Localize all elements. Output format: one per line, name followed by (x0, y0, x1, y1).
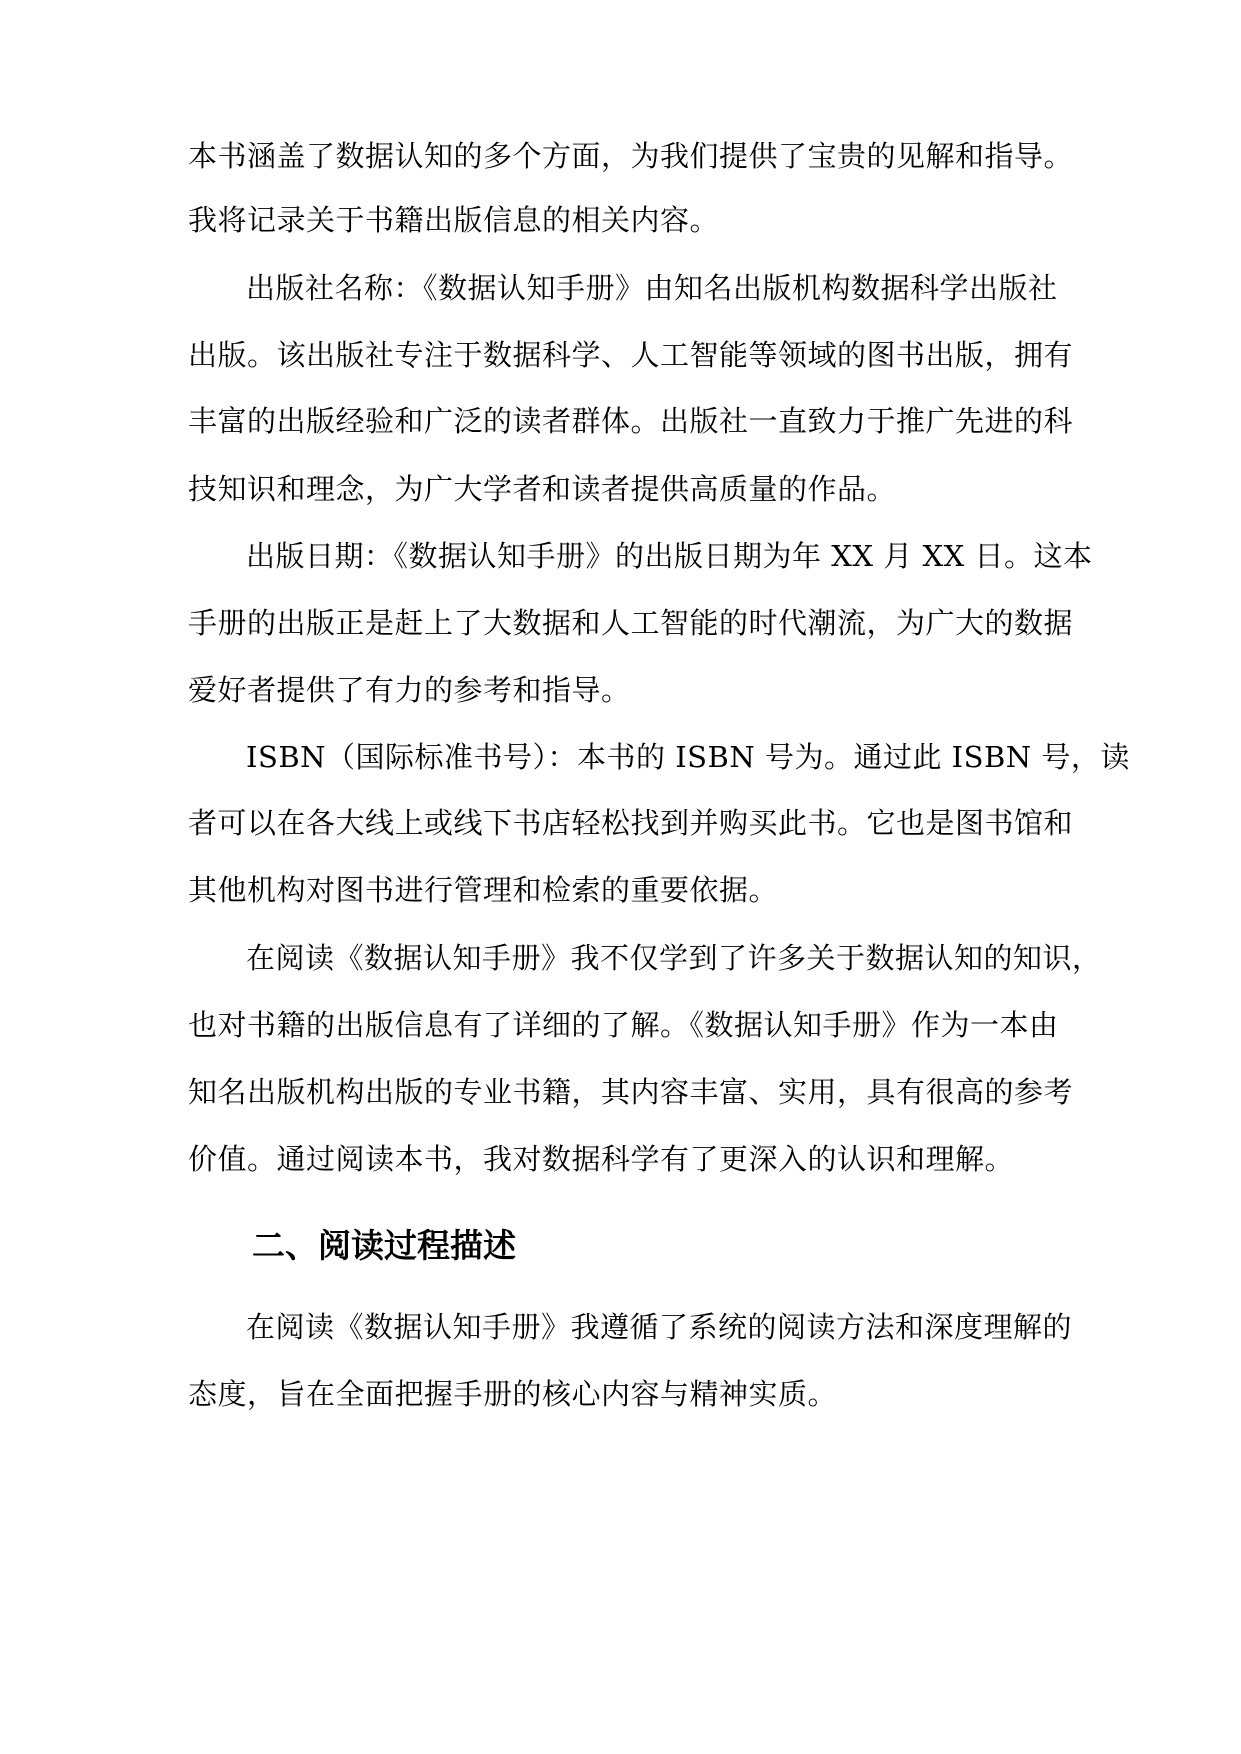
text-line: 态度，旨在全面把握手册的核心内容与精神实质。 (188, 1377, 838, 1411)
paragraph-first-line: 出版日期：《数据认知手册》的出版日期为年 XX 月 XX 日。这本 (246, 539, 1093, 573)
text-line: 技知识和理念，为广大学者和读者提供高质量的作品。 (188, 472, 897, 506)
paragraph-first-line: 在阅读《数据认知手册》我遵循了系统的阅读方法和深度理解的 (246, 1310, 1073, 1344)
text-line: 出版。该出版社专注于数据科学、人工智能等领域的图书出版，拥有 (188, 338, 1074, 372)
text-line: 者可以在各大线上或线下书店轻松找到并购买此书。它也是图书馆和 (188, 806, 1074, 840)
text-line: 知名出版机构出版的专业书籍，其内容丰富、实用，具有很高的参考 (188, 1075, 1074, 1109)
text-line: 本书涵盖了数据认知的多个方面，为我们提供了宝贵的见解和指导。 (188, 139, 1074, 173)
text-line: 价值。通过阅读本书，我对数据科学有了更深入的认识和理解。 (188, 1142, 1015, 1176)
text-line: 爱好者提供了有力的参考和指导。 (188, 673, 631, 707)
paragraph-first-line: 出版社名称：《数据认知手册》由知名出版机构数据科学出版社 (246, 271, 1058, 305)
text-line: 也对书籍的出版信息有了详细的了解。《数据认知手册》作为一本由 (188, 1008, 1059, 1042)
text-line: 手册的出版正是赶上了大数据和人工智能的时代潮流，为广大的数据 (188, 606, 1074, 640)
paragraph-first-line: 在阅读《数据认知手册》我不仅学到了许多关于数据认知的知识， (246, 941, 1102, 975)
text-line: 我将记录关于书籍出版信息的相关内容。 (188, 203, 720, 237)
text-line: 丰富的出版经验和广泛的读者群体。出版社一直致力于推广先进的科 (188, 404, 1074, 438)
section-heading: 二、阅读过程描述 (252, 1226, 516, 1265)
text-line: 其他机构对图书进行管理和检索的重要依据。 (188, 873, 779, 907)
paragraph-first-line: ISBN（国际标准书号）：本书的 ISBN 号为。通过此 ISBN 号，读 (246, 740, 1130, 774)
